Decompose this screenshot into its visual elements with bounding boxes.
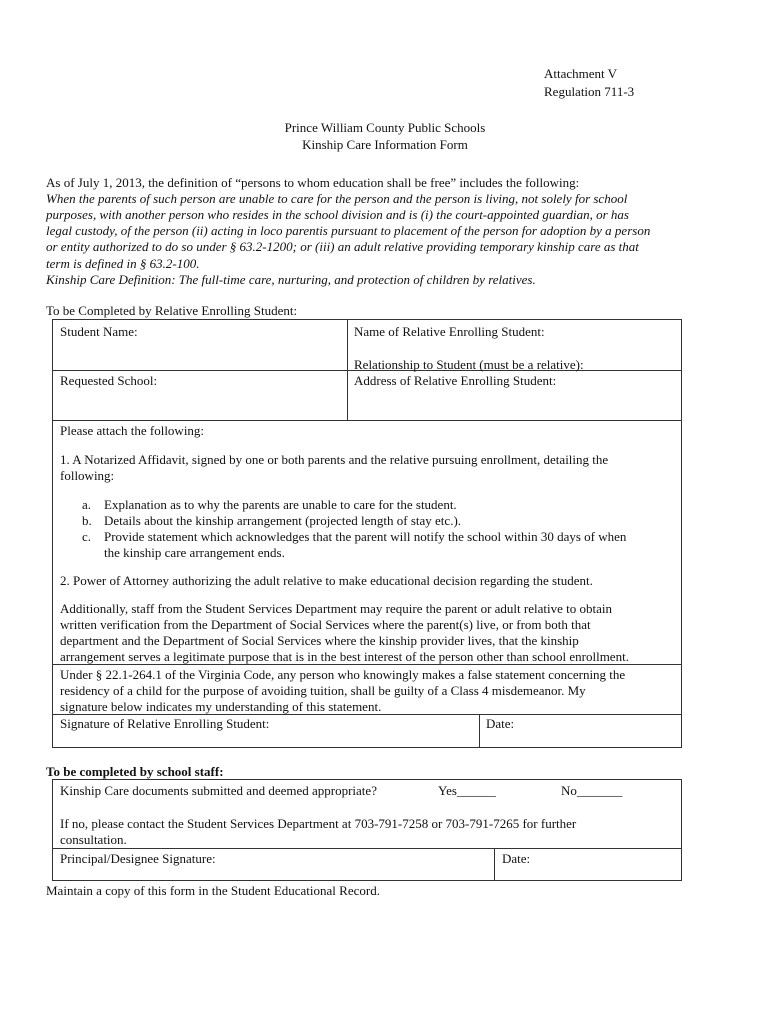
relative-signature-field[interactable]: Signature of Relative Enrolling Student: <box>60 716 270 731</box>
table-divider <box>52 420 682 421</box>
no-field[interactable]: No_______ <box>561 783 623 798</box>
intro-lead: As of July 1, 2013, the definition of “persons to whom education shall be free” includes the following: <box>46 175 580 190</box>
footer-note: Maintain a copy of this form in the Student Educational Record. <box>46 883 380 898</box>
contact-line: consultation. <box>60 832 127 847</box>
yes-field[interactable]: Yes______ <box>438 783 496 798</box>
table-divider <box>494 848 495 881</box>
regulation-label: Regulation 711-3 <box>544 84 635 99</box>
intro-italic-line: term is defined in § 63.2-100. <box>46 256 200 271</box>
list-item-text: the kinship care arrangement ends. <box>104 545 285 560</box>
intro-italic-line: When the parents of such person are unable to care for the person and the person is living, not solely for school <box>46 191 628 206</box>
virginia-code-line: Under § 22.1-264.1 of the Virginia Code, any person who knowingly makes a false statement concerning the <box>60 667 626 682</box>
list-item <box>82 513 672 529</box>
item2-text: 2. Power of Attorney authorizing the adult relative to make educational decision regarding the student. <box>60 573 593 588</box>
intro-italic-line: legal custody, of the person (ii) acting in loco parentis pursuant to placement of the person for adoption by a person <box>46 223 651 238</box>
additionally-line: Additionally, staff from the Student Services Department may require the parent or adult relative to obtain <box>60 601 612 616</box>
list-item-text: Details about the kinship arrangement (projected length of stay etc.). <box>104 513 462 528</box>
item1-line: following: <box>60 468 115 483</box>
virginia-code-line: signature below indicates my understanding of this statement. <box>60 699 382 714</box>
table-divider <box>52 848 682 849</box>
table-divider <box>479 714 480 748</box>
list-marker: a. <box>82 497 92 512</box>
list-item <box>82 529 672 561</box>
contact-line: If no, please contact the Student Services Department at 703-791-7258 or 703-791-7265 for further <box>60 816 577 831</box>
list-marker: b. <box>82 513 92 528</box>
relative-section-heading: To be Completed by Relative Enrolling Student: <box>46 303 298 318</box>
intro-italic-line: purposes, with another person who resides in the school division and is (i) the court-appointed guardian, or has <box>46 207 629 222</box>
attachment-label: Attachment V <box>544 66 618 81</box>
list-item <box>82 497 672 513</box>
relationship-field[interactable]: Relationship to Student (must be a relative): <box>354 357 584 372</box>
attach-heading: Please attach the following: <box>60 423 205 438</box>
kinship-definition: Kinship Care Definition: The full-time care, nurturing, and protection of children by relatives. <box>46 272 536 287</box>
intro-italic-line: or entity authorized to do so under § 63.2-1200; or (iii) an adult relative providing temporary kinship care as that <box>46 239 639 254</box>
item1-line: 1. A Notarized Affidavit, signed by one or both parents and the relative pursuing enrollment, detailing the <box>60 452 609 467</box>
requested-school-field[interactable]: Requested School: <box>60 373 158 388</box>
relative-name-field[interactable]: Name of Relative Enrolling Student: <box>354 324 545 339</box>
additionally-line: arrangement serves a legitimate purpose that is in the best interest of the person other than school enrollment. <box>60 649 629 664</box>
virginia-code-line: residency of a child for the purpose of avoiding tuition, shall be guilty of a Class 4 misdemeanor. My <box>60 683 586 698</box>
relative-address-field[interactable]: Address of Relative Enrolling Student: <box>354 373 557 388</box>
principal-signature-field[interactable]: Principal/Designee Signature: <box>60 851 216 866</box>
list-marker: c. <box>82 529 92 544</box>
documents-question: Kinship Care documents submitted and deemed appropriate? <box>60 783 377 798</box>
relative-date-field[interactable]: Date: <box>486 716 515 731</box>
additionally-line: written verification from the Department of Social Services where the parent(s) live, or from both that <box>60 617 591 632</box>
page-title: Kinship Care Information Form <box>302 137 468 152</box>
additionally-line: department and the Department of Social Services where the kinship provider lives, that the kinship <box>60 633 579 648</box>
org-title: Prince William County Public Schools <box>284 120 486 135</box>
student-name-field[interactable]: Student Name: <box>60 324 138 339</box>
staff-section-heading: To be completed by school staff: <box>46 764 224 779</box>
list-item-text: Provide statement which acknowledges that the parent will notify the school within 30 days of when <box>104 529 627 544</box>
list-item-text: Explanation as to why the parents are unable to care for the student. <box>104 497 457 512</box>
principal-date-field[interactable]: Date: <box>502 851 531 866</box>
